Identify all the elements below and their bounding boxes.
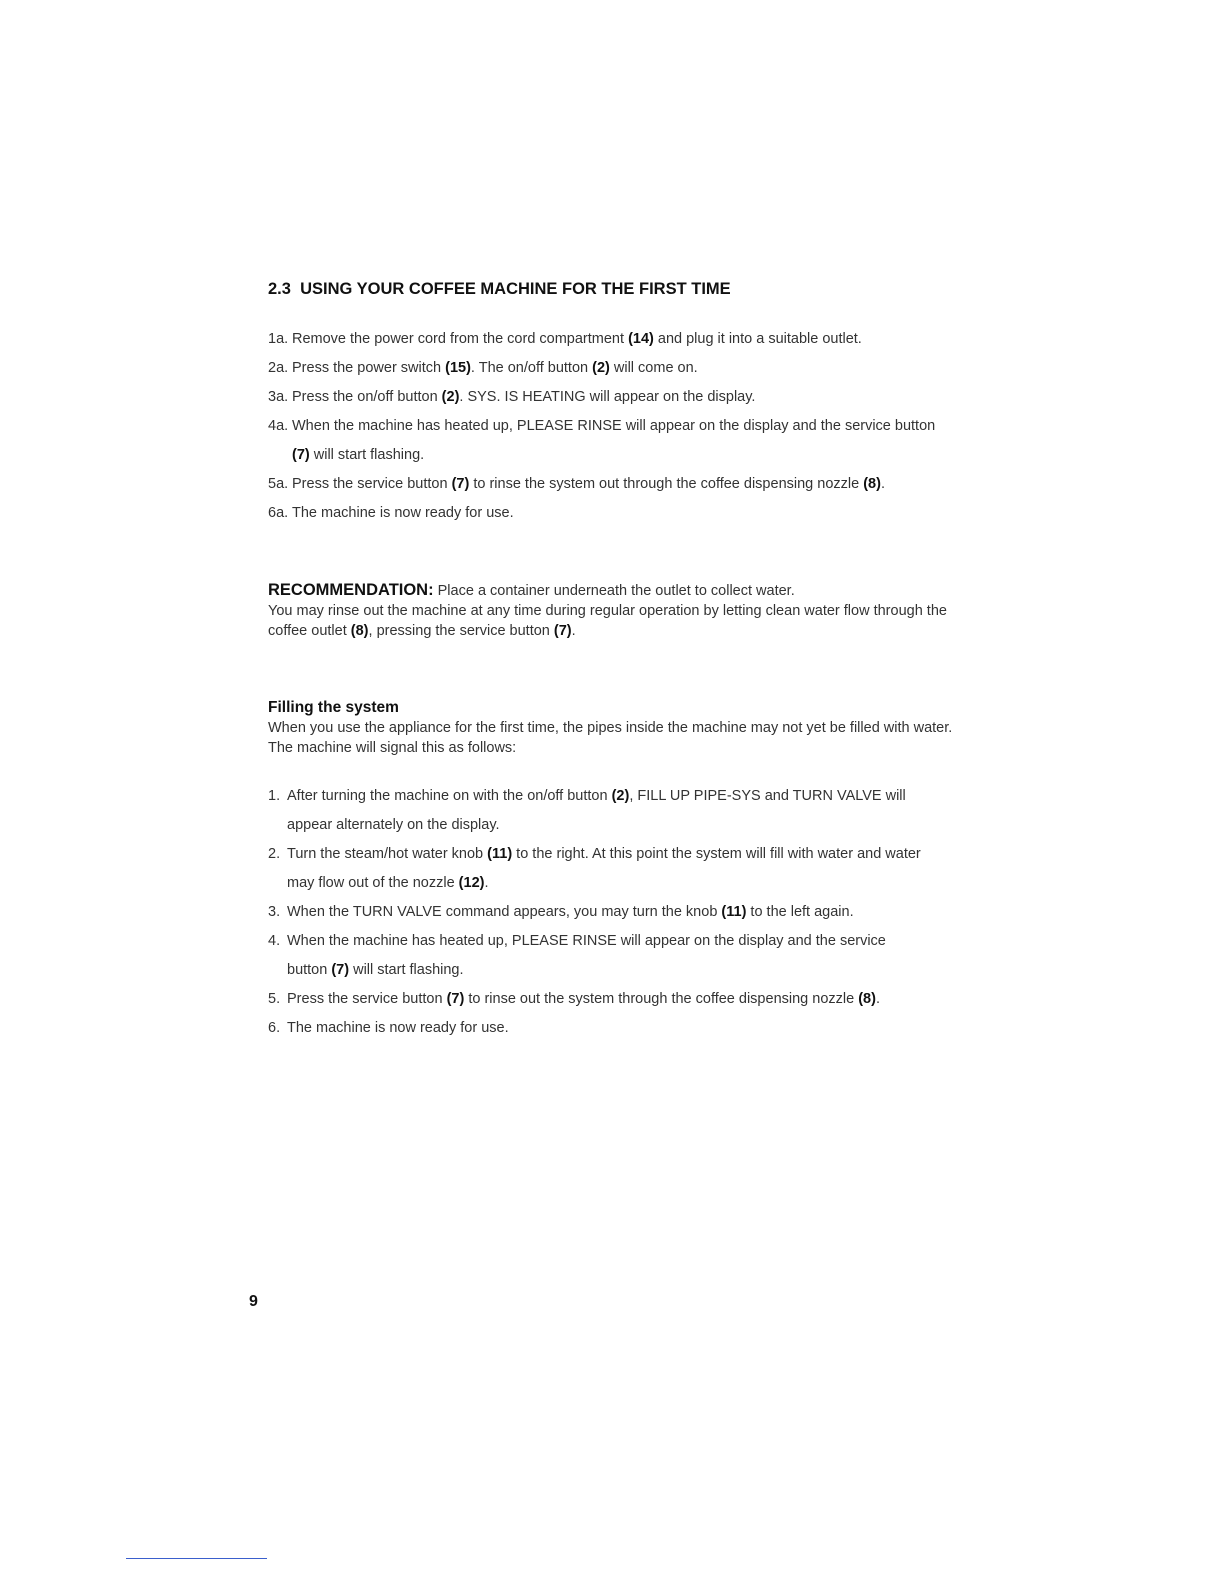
step-number: 5a. — [268, 476, 289, 492]
list-item: 1. After turning the machine on with the on/off button (2), FILL UP PIPE-SYS and TURN VALVE will appear alternately on the display. — [268, 782, 937, 840]
list-item: 3a. Press the on/off button (2). SYS. IS HEATING will appear on the display. — [268, 383, 972, 412]
footnote-divider — [126, 1558, 267, 1559]
filling-steps — [268, 782, 967, 1043]
step-number: 4. — [268, 933, 281, 949]
step-number: 2. — [268, 846, 281, 862]
filling-section — [268, 698, 958, 758]
recommendation-label: RECOMMENDATION: — [268, 581, 434, 599]
first-use-steps — [268, 325, 972, 528]
step-number: 5. — [268, 991, 281, 1007]
step-number: 6a. — [268, 505, 289, 521]
section-number: 2.3 — [268, 280, 291, 298]
list-item: 4a. When the machine has heated up, PLEASE RINSE will appear on the display and the service button (7) will start flashing. — [268, 412, 952, 470]
step-number: 3a. — [268, 389, 289, 405]
list-item: 5. Press the service button (7) to rinse out the system through the coffee dispensing nozzle (8). — [268, 985, 967, 1014]
section-title: USING YOUR COFFEE MACHINE FOR THE FIRST TIME — [300, 280, 731, 298]
list-item: 5a. Press the service button (7) to rinse the system out through the coffee dispensing nozzle (8). — [268, 470, 972, 499]
filling-intro: When you use the appliance for the first time, the pipes inside the machine may not yet be filled with water. The machine will signal this as follows: — [268, 720, 953, 756]
step-number: 2a. — [268, 360, 289, 376]
section-heading — [268, 280, 731, 299]
list-item: 3. When the TURN VALVE command appears, you may turn the knob (11) to the left again. — [268, 898, 967, 927]
step-number: 4a. — [268, 418, 289, 434]
step-number: 1a. — [268, 331, 289, 347]
filling-heading: Filling the system — [268, 699, 399, 716]
list-item: 4. When the machine has heated up, PLEASE RINSE will appear on the display and the service button (7) will start flashing. — [268, 927, 927, 985]
recommendation-line1: Place a container underneath the outlet to collect water. — [433, 583, 795, 599]
list-item: 6. The machine is now ready for use. — [268, 1014, 967, 1043]
step-number: 3. — [268, 904, 281, 920]
list-item: 6a. The machine is now ready for use. — [268, 499, 972, 528]
list-item: 2. Turn the steam/hot water knob (11) to the right. At this point the system will fill with water and water may flow out of the nozzle (12). — [268, 840, 947, 898]
list-item: 1a. Remove the power cord from the cord compartment (14) and plug it into a suitable outlet. — [268, 325, 932, 354]
step-number: 6. — [268, 1020, 281, 1036]
recommendation: RECOMMENDATION: Place a container underneath the outlet to collect water. You may rinse out the machine at any time during regular operation by letting clean water flow through the coffee outlet (8), pressing the service button (7). — [268, 581, 947, 639]
list-item: 2a. Press the power switch (15). The on/off button (2) will come on. — [268, 354, 972, 383]
step-number: 1. — [268, 788, 281, 804]
page-number: 9 — [249, 1293, 258, 1310]
